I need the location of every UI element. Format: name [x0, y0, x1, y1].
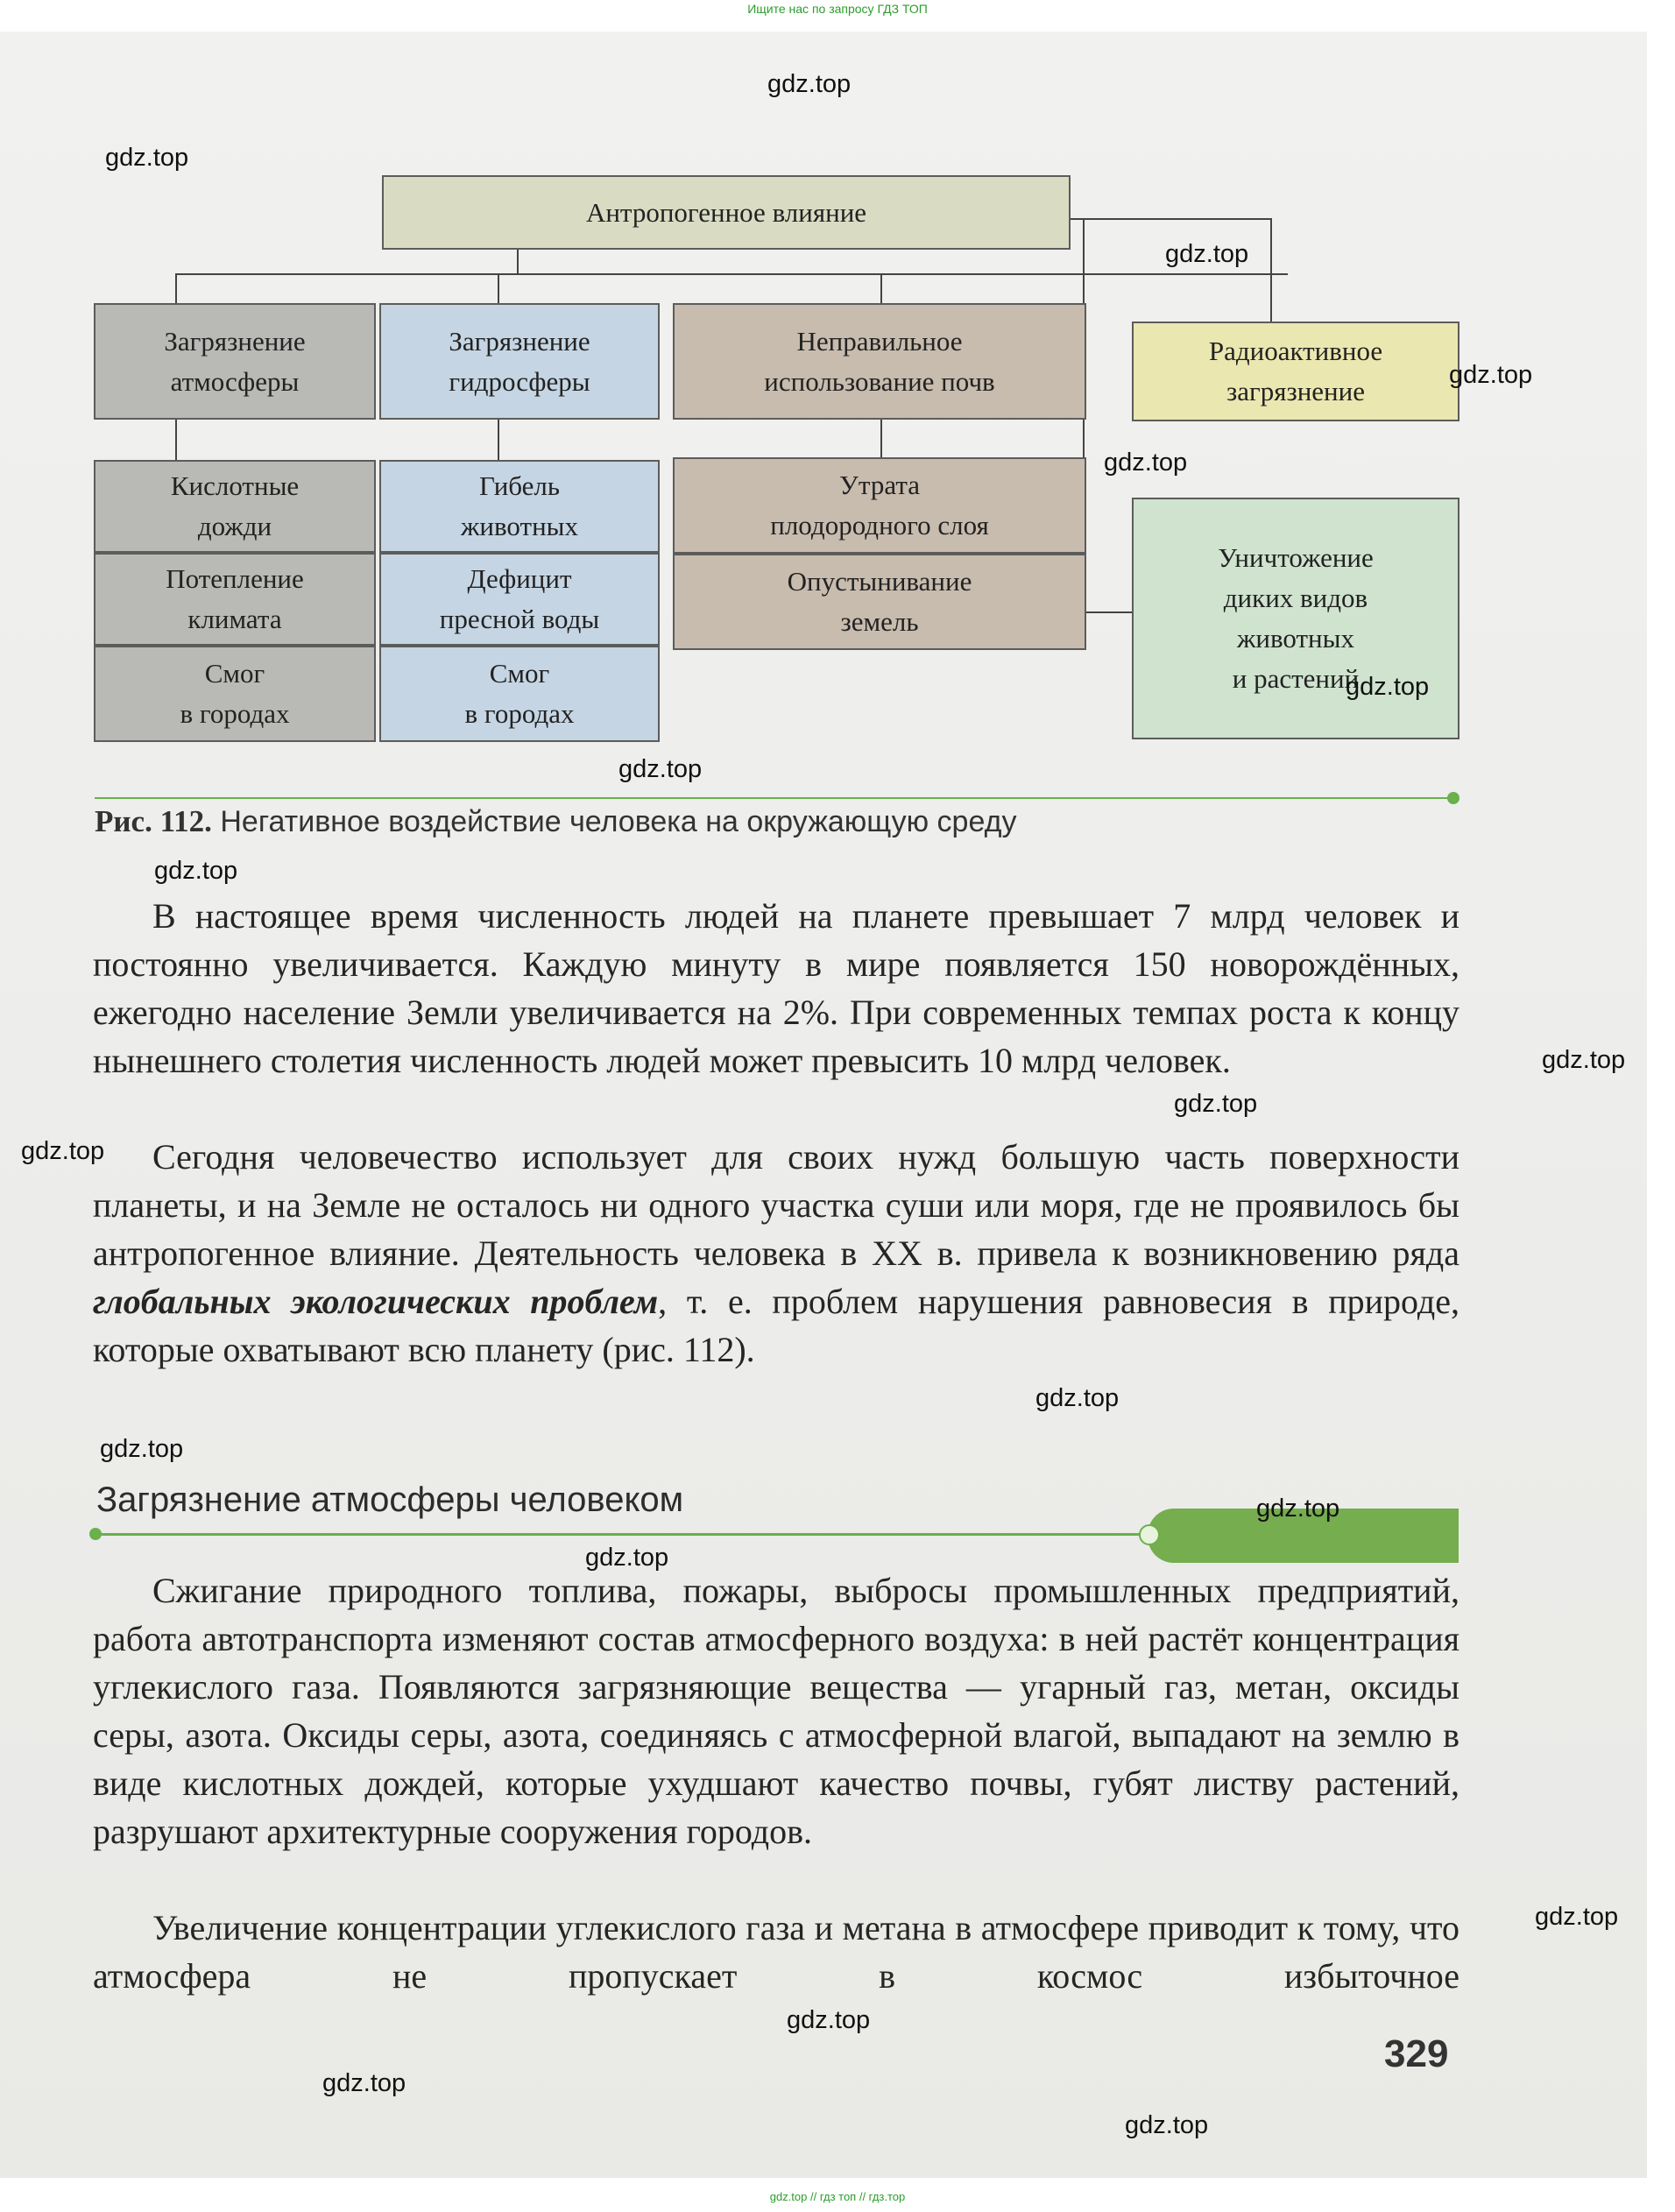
watermark: gdz.top [1174, 1090, 1258, 1118]
connector [880, 419, 882, 457]
connector [880, 273, 882, 303]
diagram-item-species-extinction [1132, 498, 1459, 739]
header-line: гидросферы [449, 365, 590, 397]
diagram-header-soil [673, 303, 1086, 420]
watermark: gdz.top [1346, 673, 1430, 701]
connector [175, 273, 1288, 275]
watermark: gdz.top [1165, 240, 1249, 268]
paragraph-pollution [93, 1566, 1459, 1855]
item-line: Смог [489, 658, 550, 689]
item-line: земель [840, 606, 919, 637]
item-line: Гибель [478, 470, 561, 501]
caption-rule-dot [1447, 792, 1459, 804]
header-line: загрязнение [1226, 376, 1365, 406]
connector [175, 273, 177, 303]
diagram-header-hydrosphere [379, 303, 660, 420]
connector [1270, 218, 1272, 322]
item-line: Кислотные [170, 470, 300, 501]
watermark: gdz.top [767, 70, 852, 98]
item-line: дожди [197, 511, 272, 541]
text-run: , т. е. проблем нарушения равновесия в природе, которые охватывают всю планету (рис. 112). [93, 1282, 1459, 1369]
paragraph-text [93, 1133, 1459, 1374]
item-line: животных [461, 511, 578, 541]
diagram-item-animal-death [379, 460, 660, 553]
figure-caption-text: Негативное воздействие человека на окружающую среду [211, 805, 1017, 838]
watermark: gdz.top [1256, 1495, 1340, 1523]
diagram-item-desertification [673, 554, 1086, 650]
diagram-header-atmosphere [94, 303, 376, 420]
watermark: gdz.top [1542, 1046, 1626, 1074]
item-line: в городах [180, 698, 290, 729]
paragraph-population [93, 892, 1459, 1085]
item-line: и растений [1232, 663, 1360, 694]
figure-caption [95, 804, 1016, 839]
connector [498, 419, 499, 461]
watermark: gdz.top [322, 2069, 406, 2097]
watermark: gdz.top [1449, 361, 1533, 389]
bottom-banner[interactable]: gdz.top // гдз топ // гдз.тор [769, 2190, 906, 2203]
paragraph-text: В настоящее время численность людей на планете превышает 7 млрд человек и постоянно увеличивается. Каждую минуту в мире появляется 150 новорождённых, ежегодно население Земли увеличивается на 2%. При современных темпах роста к концу нынешнего столетия численность людей может превысить 10 млрд человек. [93, 896, 1459, 1080]
watermark: gdz.top [1535, 1903, 1619, 1931]
item-line: климата [187, 604, 282, 634]
paragraph-text: Увеличение концентрации углекислого газа и метана в атмосфере приводит к тому, что атмосфера не пропускает в космос избыточное [93, 1908, 1459, 1996]
item-line: плодородного слоя [770, 510, 989, 541]
item-line: Смог [204, 658, 265, 689]
diagram-item-fresh-water [379, 553, 660, 646]
paragraph-text: Сжигание природного топлива, пожары, выбросы промышленных предприятий, работа автотранспорта изменяют состав атмосферного воздуха: в ней растёт концентрация углекислого газа. Появляются загрязняющие вещества — угарный газ, метан, оксиды серы, азота. Оксиды серы, азота, соединяясь с атмосферной влагой, выпадают на землю в виде кислотных дождей, которые ухудшают качество почвы, губят листву растений, разрушают архитектурные сооружения городов. [93, 1571, 1459, 1851]
diagram-item-fertile-layer [673, 457, 1086, 554]
section-rule-dot-right [1139, 1524, 1160, 1545]
item-line: Потепление [166, 563, 304, 594]
term-global-problems: глобальных экологических проблем [93, 1282, 659, 1321]
figure-label: Рис. 112. [95, 804, 212, 838]
connector [1071, 218, 1272, 220]
connector [517, 248, 519, 274]
watermark: gdz.top [585, 1544, 669, 1572]
item-line: животных [1236, 623, 1354, 654]
item-line: диких видов [1223, 583, 1368, 613]
connector [1083, 611, 1132, 613]
top-banner[interactable]: Ищите нас по запросу ГДЗ ТОП [747, 2, 928, 16]
header-line: атмосферы [170, 365, 300, 397]
connector [498, 273, 499, 303]
header-line: Радиоактивное [1208, 336, 1383, 366]
diagram-item-warming [94, 553, 376, 646]
header-line: Загрязнение [449, 325, 590, 357]
item-line: Уничтожение [1218, 542, 1374, 573]
page-number: 329 [1384, 2032, 1449, 2075]
diagram-root-label: Антропогенное влияние [585, 196, 867, 228]
header-line: использование почв [764, 365, 995, 397]
item-line: в городах [464, 698, 575, 729]
section-title: Загрязнение атмосферы человеком [96, 1481, 684, 1519]
text-run: Сегодня человечество использует для своих нужд большую часть поверхности планеты, и на Земле не осталось ни одного участка суши или моря, где не проявилось бы антропогенное влияние. Деятельность человека в XX в. привела к возникновению ряда [93, 1137, 1459, 1273]
header-line: Неправильное [796, 325, 963, 357]
watermark: gdz.top [105, 144, 189, 172]
diagram-item-smog [94, 646, 376, 742]
paragraph-human-impact [93, 1133, 1459, 1374]
section-rule [96, 1533, 1156, 1536]
watermark: gdz.top [100, 1435, 184, 1463]
diagram-header-radioactive [1132, 322, 1459, 421]
diagram-root-box [382, 175, 1071, 250]
item-line: пресной воды [439, 604, 600, 634]
diagram-item-acid-rain [94, 460, 376, 553]
connector [175, 419, 177, 461]
watermark: gdz.top [1035, 1384, 1120, 1412]
watermark: gdz.top [154, 857, 238, 885]
watermark: gdz.top [1104, 449, 1188, 477]
watermark: gdz.top [21, 1137, 105, 1165]
item-line: Опустынивание [787, 566, 972, 597]
section-rule-dot-left [89, 1528, 102, 1540]
watermark: gdz.top [618, 755, 703, 783]
item-line: Утрата [838, 470, 921, 500]
item-line: Дефицит [467, 563, 572, 594]
paragraph-co2 [93, 1904, 1459, 2000]
caption-rule [95, 797, 1452, 799]
header-line: Загрязнение [164, 325, 306, 357]
diagram-item-smog-2 [379, 646, 660, 742]
watermark: gdz.top [787, 2006, 871, 2034]
watermark: gdz.top [1125, 2111, 1209, 2139]
